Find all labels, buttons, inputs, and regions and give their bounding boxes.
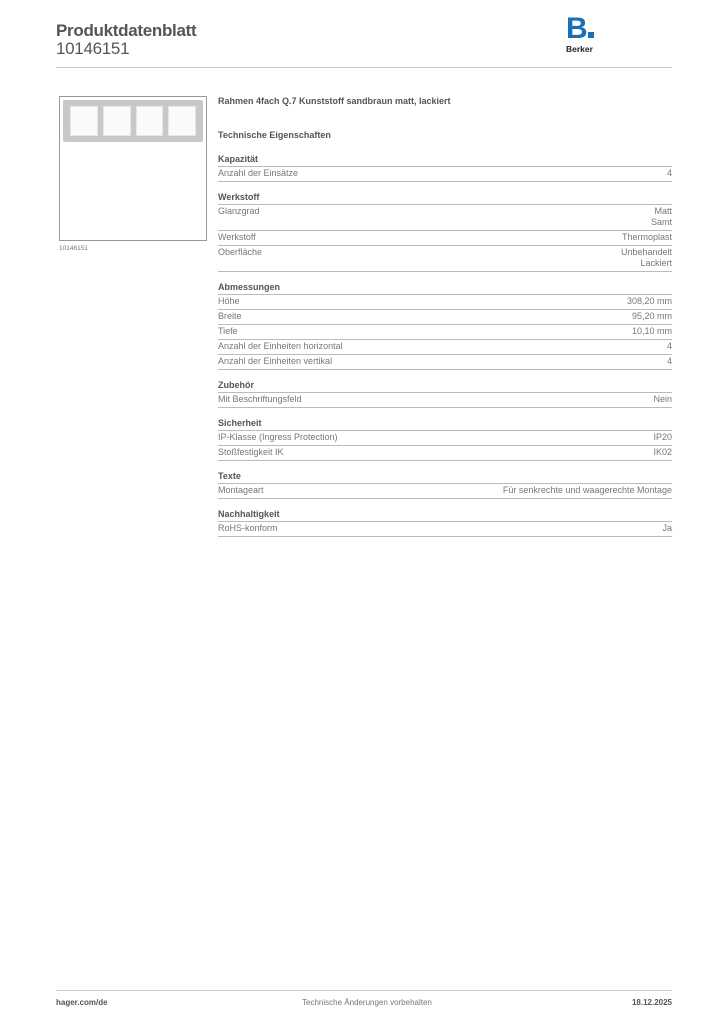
spec-label: Montageart	[218, 485, 264, 495]
spec-row	[218, 205, 672, 231]
section-heading: Zubehör	[218, 380, 672, 393]
spec-section	[218, 192, 672, 272]
spec-section	[218, 380, 672, 408]
section-heading: Texte	[218, 471, 672, 484]
product-number: 10146151	[56, 39, 130, 58]
spec-row	[218, 310, 672, 325]
spec-label: Werkstoff	[218, 232, 256, 242]
spec-label: Mit Beschriftungsfeld	[218, 394, 302, 404]
spec-row	[218, 522, 672, 537]
spec-value: Thermoplast	[621, 232, 672, 242]
spec-label: Stoßfestigkeit IK	[218, 447, 284, 457]
spec-sections	[218, 154, 672, 537]
spec-label: Glanzgrad	[218, 206, 260, 216]
spec-value: 10,10 mm	[631, 326, 672, 336]
spec-row	[218, 246, 672, 272]
spec-row	[218, 167, 672, 182]
spec-label: Anzahl der Einsätze	[218, 168, 299, 178]
spec-label: RoHS-konform	[218, 523, 278, 533]
spec-value: IK02	[653, 447, 672, 457]
spec-label: Anzahl der Einheiten vertikal	[218, 356, 333, 366]
spec-row	[218, 446, 672, 461]
section-heading: Nachhaltigkeit	[218, 509, 672, 522]
product-image	[59, 96, 207, 241]
spec-label: Oberfläche	[218, 247, 263, 257]
spec-value: 4	[666, 356, 672, 366]
spec-label: Höhe	[218, 296, 240, 306]
spec-value: Nein	[653, 394, 672, 404]
spec-row	[218, 295, 672, 310]
frame-illustration	[63, 100, 203, 142]
tech-heading: Technische Eigenschaften	[218, 130, 331, 140]
spec-value: Unbehandelt Lackiert	[620, 247, 672, 268]
spec-label: Anzahl der Einheiten horizontal	[218, 341, 343, 351]
spec-value: IP20	[653, 432, 672, 442]
spec-section	[218, 418, 672, 461]
page-title: Produktdatenblatt	[56, 21, 197, 40]
spec-row	[218, 355, 672, 370]
spec-row	[218, 431, 672, 446]
spec-value: Ja	[662, 523, 672, 533]
spec-section	[218, 154, 672, 182]
spec-value: Für senkrechte und waagerechte Montage	[502, 485, 672, 495]
berker-logo	[566, 12, 606, 58]
section-heading: Kapazität	[218, 154, 672, 167]
footer-note: Technische Änderungen vorbehalten	[302, 998, 432, 1007]
spec-section	[218, 282, 672, 370]
spec-label: IP-Klasse (Ingress Protection)	[218, 432, 338, 442]
section-heading: Sicherheit	[218, 418, 672, 431]
spec-row	[218, 340, 672, 355]
footer-date: 18.12.2025	[631, 998, 672, 1007]
spec-label: Breite	[218, 311, 242, 321]
logo-brand: Berker	[566, 44, 593, 54]
image-caption: 10146151	[59, 245, 88, 252]
product-title: Rahmen 4fach Q.7 Kunststoff sandbraun matt, lackiert	[218, 96, 451, 106]
main-content	[218, 96, 672, 547]
spec-row	[218, 484, 672, 499]
section-heading: Abmessungen	[218, 282, 672, 295]
spec-section	[218, 509, 672, 537]
spec-value: 308,20 mm	[626, 296, 672, 306]
spec-row	[218, 325, 672, 340]
spec-section	[218, 471, 672, 499]
spec-value: 4	[666, 168, 672, 178]
spec-label: Tiefe	[218, 326, 238, 336]
section-heading: Werkstoff	[218, 192, 672, 205]
footer-website[interactable]: hager.com/de	[56, 998, 108, 1007]
spec-row	[218, 393, 672, 408]
footer-divider	[56, 990, 672, 991]
header-divider	[56, 67, 672, 68]
spec-row	[218, 231, 672, 246]
spec-value: Matt Samt	[650, 206, 672, 227]
logo-mark: B	[566, 12, 587, 45]
spec-value: 4	[666, 341, 672, 351]
logo-dot	[588, 32, 594, 38]
spec-value: 95,20 mm	[631, 311, 672, 321]
